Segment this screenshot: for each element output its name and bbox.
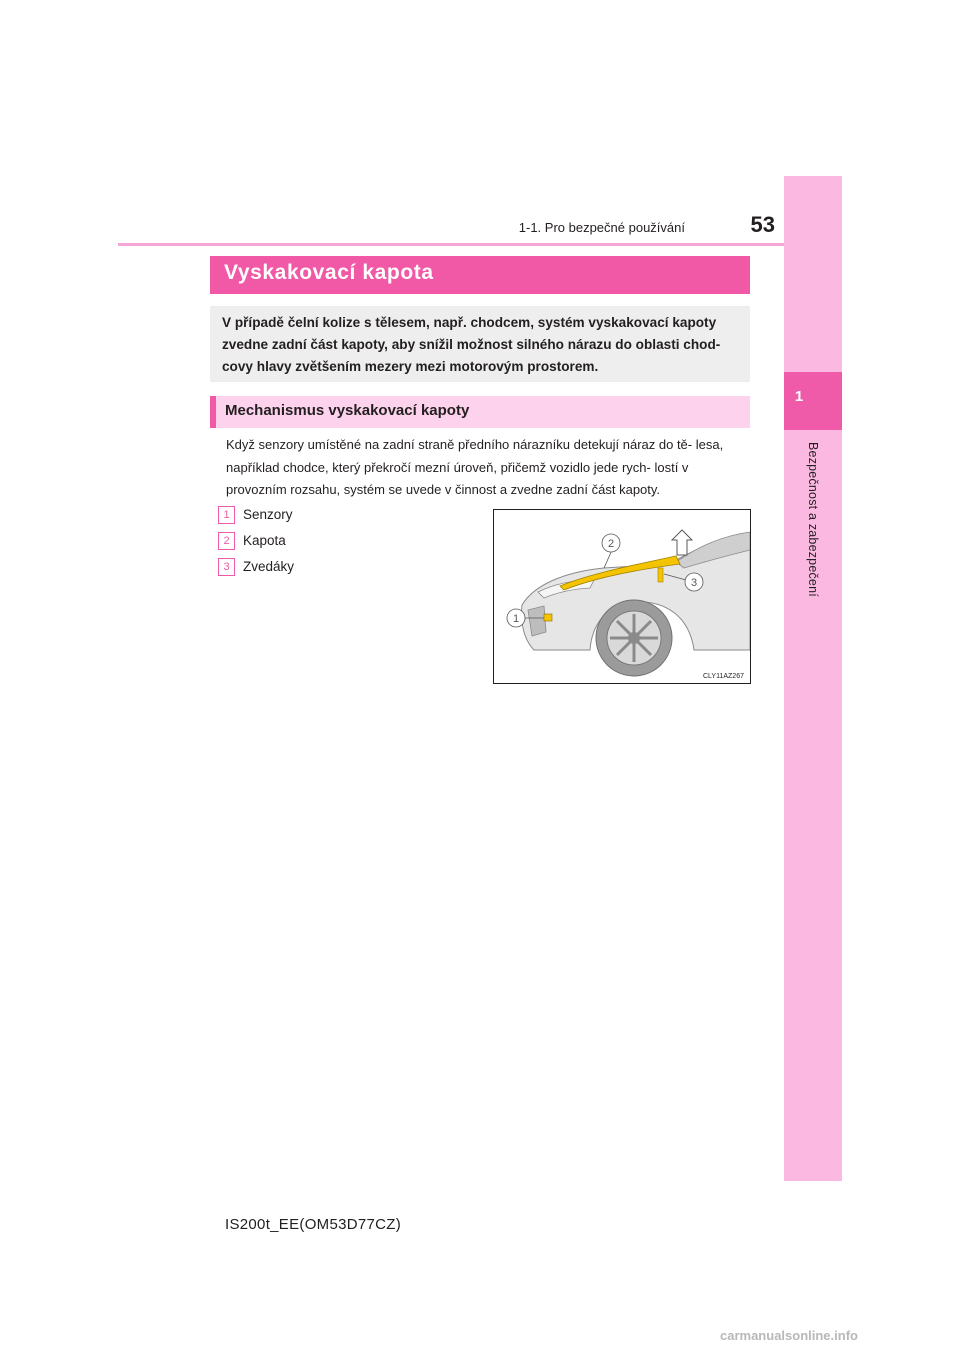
list-item-kapota: Kapota: [243, 533, 286, 548]
car-front-illustration: [494, 510, 750, 683]
callout-label-3: 3: [690, 577, 698, 589]
manual-code: IS200t_EE(OM53D77CZ): [225, 1216, 402, 1233]
chapter-label: Bezpečnost a zabezpečení: [806, 442, 820, 597]
sensor-marker: [544, 614, 552, 621]
list-badge-3: 3: [218, 558, 235, 576]
chapter-tab-strip: [784, 176, 842, 1181]
callout-label-1: 1: [512, 613, 520, 625]
body-paragraph: Když senzory umístěné na zadní straně předního nárazníku detekují náraz do tě- lesa, například chodce, který překročí mezní úroveň, přičemž vozidlo jede rych- lostí v provozním rozsahu, systém se uvede v činnost a zvedne zadní část kapoty.: [226, 437, 724, 497]
site-watermark[interactable]: carmanualsonline.info: [720, 1328, 858, 1343]
pop-up-hood-figure: [493, 509, 751, 684]
list-badge-2: 2: [218, 532, 235, 550]
chapter-number: 1: [794, 388, 804, 405]
header-rule: [118, 243, 840, 246]
list-item-zvedaky: Zvedáky: [243, 559, 295, 574]
rim-spokes: [610, 614, 658, 662]
lift-arrow-icon: [672, 530, 692, 555]
subsection-title: Mechanismus vyskakovací kapoty: [225, 402, 470, 419]
figure-code: CLY11AZ267: [703, 673, 744, 680]
section-title: Vyskakovací kapota: [224, 261, 434, 284]
callout-label-2: 2: [607, 538, 615, 550]
lifter-shape: [658, 568, 663, 582]
intro-text: V případě čelní kolize s tělesem, např. chodcem, systém vyskakovací kapoty zvedne zadní část kapoty, aby snížil možnost silného nárazu do oblasti chod- covy hlavy zvětšením mezery mezi motorovým prostorem.: [222, 315, 721, 374]
running-header: 1-1. Pro bezpečné používání: [518, 220, 685, 235]
subsection-marker: [210, 396, 216, 428]
page-number: 53: [750, 212, 775, 237]
list-badge-1: 1: [218, 506, 235, 524]
list-item-senzory: Senzory: [243, 507, 293, 522]
